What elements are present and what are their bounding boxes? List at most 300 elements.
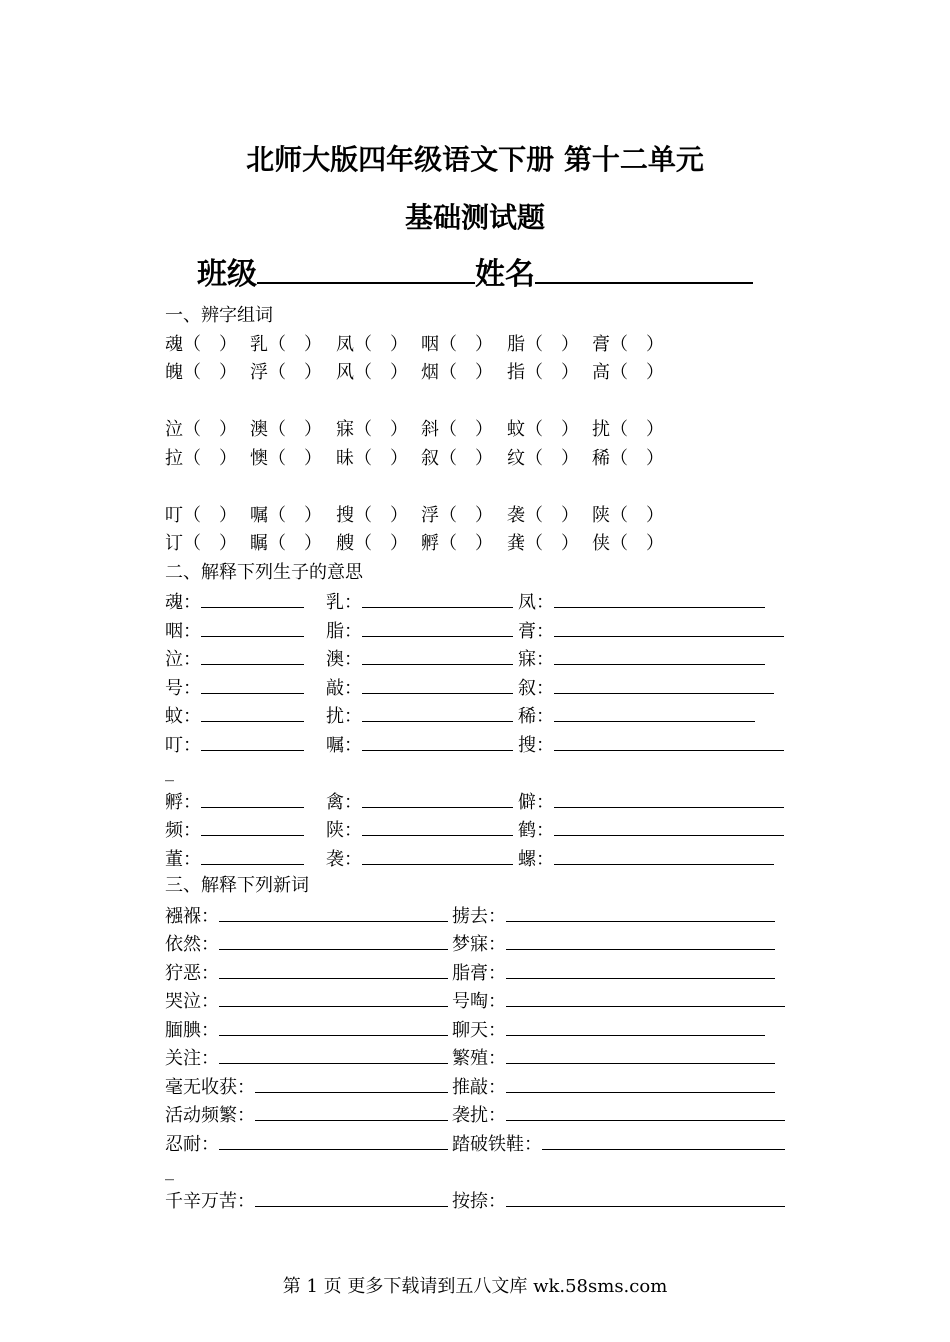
word-definition-row (165, 986, 790, 1015)
char: 指 (507, 362, 525, 383)
char-definition-row (165, 787, 790, 816)
answer-parentheses[interactable]: （ ） (525, 533, 579, 554)
char-pair (250, 502, 322, 531)
word-label: 聊天 (452, 1019, 488, 1041)
word-definition (452, 1072, 775, 1103)
char: 叙 (421, 447, 439, 469)
answer-blank[interactable] (201, 616, 304, 637)
char-pair (336, 502, 408, 531)
char: 昧 (336, 447, 354, 469)
answer-blank[interactable] (554, 673, 774, 694)
answer-parentheses[interactable]: （ ） (439, 533, 493, 554)
answer-blank[interactable] (219, 1129, 448, 1150)
char-label: 膏 (518, 620, 536, 642)
answer-blank[interactable] (201, 844, 304, 865)
answer-blank[interactable] (219, 958, 448, 979)
answer-blank[interactable] (201, 644, 304, 665)
word-definition-row (165, 1043, 790, 1072)
stray-underscore: _ (165, 761, 174, 782)
char: 袭 (507, 504, 525, 526)
char-definition-row (165, 644, 790, 673)
answer-parentheses[interactable]: （ ） (525, 362, 579, 383)
section2-heading: 二、解释下列生子的意思 (165, 561, 363, 583)
char-pair (507, 416, 579, 445)
char: 扰 (592, 419, 610, 440)
colon: ： (201, 905, 219, 927)
answer-parentheses[interactable]: （ ） (610, 447, 664, 469)
word-definition-row (165, 1100, 790, 1129)
colon: ： (201, 1133, 219, 1155)
char-definition (326, 616, 513, 647)
char-label: 魂 (165, 592, 183, 613)
char-definition (165, 644, 304, 675)
word-label: 关注 (165, 1048, 201, 1069)
answer-parentheses[interactable]: （ ） (610, 333, 664, 355)
word-label: 腼腆 (165, 1019, 201, 1041)
answer-blank[interactable] (554, 587, 765, 608)
answer-blank[interactable] (506, 1100, 785, 1121)
word-label: 号啕 (452, 991, 488, 1012)
char: 浮 (421, 504, 439, 526)
char-definition-row (165, 844, 790, 873)
char-label: 扰 (326, 706, 344, 727)
colon: ： (237, 1076, 255, 1098)
answer-blank[interactable] (554, 844, 774, 865)
worksheet-body (165, 302, 790, 1214)
char: 烟 (421, 362, 439, 383)
answer-blank[interactable] (362, 730, 513, 751)
colon: ： (183, 848, 201, 870)
char: 咽 (421, 333, 439, 355)
char: 艘 (336, 533, 354, 554)
answer-blank[interactable] (554, 787, 784, 808)
char: 嘱 (250, 504, 268, 526)
char-definition (165, 815, 304, 846)
char-definition (518, 616, 784, 647)
answer-parentheses[interactable]: （ ） (439, 362, 493, 383)
char: 泣 (165, 419, 183, 440)
section3-heading: 三、解释下列新词 (165, 875, 309, 896)
char-label: 袭 (326, 848, 344, 870)
word-definition (165, 1072, 448, 1103)
word-definition (452, 1015, 765, 1046)
answer-parentheses[interactable]: （ ） (439, 504, 493, 526)
word-label: 按捺 (452, 1190, 488, 1212)
char-pair-row (165, 530, 790, 559)
char: 斜 (421, 419, 439, 440)
colon: ： (201, 1019, 219, 1041)
char-definition (326, 844, 513, 875)
char: 陕 (592, 504, 610, 526)
char-pair-row (165, 502, 790, 531)
answer-blank[interactable] (362, 844, 513, 865)
answer-blank[interactable] (554, 815, 784, 836)
word-definition (165, 958, 448, 989)
char-label: 蚊 (165, 706, 183, 727)
char-definition-row (165, 730, 790, 759)
char-label: 叙 (518, 677, 536, 699)
spacer (165, 388, 790, 417)
colon: ： (488, 905, 506, 927)
colon: ： (524, 1133, 542, 1155)
char: 魂 (165, 333, 183, 355)
colon: ： (488, 1048, 506, 1069)
char: 乳 (250, 333, 268, 355)
char: 风 (336, 362, 354, 383)
answer-parentheses[interactable]: （ ） (610, 362, 664, 383)
answer-blank[interactable] (506, 1072, 775, 1093)
char-definition (326, 587, 513, 618)
char-definition (165, 730, 304, 761)
char-label: 敲 (326, 677, 344, 699)
char-label: 稀 (518, 706, 536, 727)
answer-blank[interactable] (255, 1072, 448, 1093)
answer-parentheses[interactable]: （ ） (354, 447, 408, 469)
char-label: 螺 (518, 848, 536, 870)
answer-blank[interactable] (201, 787, 304, 808)
char-label: 澳 (326, 649, 344, 670)
char-pair (592, 502, 664, 531)
colon: ： (536, 734, 554, 756)
colon: ： (344, 820, 362, 841)
char: 高 (592, 362, 610, 383)
answer-blank[interactable] (506, 901, 775, 922)
char-label: 董 (165, 848, 183, 870)
class-label: 班级 (197, 257, 257, 292)
answer-blank[interactable] (506, 1043, 775, 1064)
char-label: 凤 (518, 592, 536, 613)
word-definition-row (165, 958, 790, 987)
char-definition (518, 815, 784, 846)
answer-parentheses[interactable]: （ ） (610, 533, 664, 554)
answer-blank[interactable] (554, 730, 784, 751)
document-title: 北师大版四年级语文下册 第十二单元 (246, 143, 704, 176)
char-pair (507, 331, 579, 360)
answer-blank[interactable] (219, 1043, 448, 1064)
answer-parentheses[interactable]: （ ） (268, 447, 322, 469)
word-definition (452, 986, 785, 1017)
colon: ： (183, 820, 201, 841)
answer-parentheses[interactable]: （ ） (354, 533, 408, 554)
answer-blank[interactable] (362, 673, 513, 694)
colon: ： (344, 649, 362, 670)
answer-blank[interactable] (219, 1015, 448, 1036)
colon: ： (183, 706, 201, 727)
char-pair (250, 445, 322, 474)
char-pair (336, 331, 408, 360)
char-definition (165, 701, 304, 732)
answer-parentheses[interactable]: （ ） (354, 333, 408, 355)
colon: ： (536, 677, 554, 699)
answer-parentheses[interactable]: （ ） (439, 419, 493, 440)
answer-blank[interactable] (219, 986, 448, 1007)
answer-blank[interactable] (362, 587, 513, 608)
char-pair (421, 530, 493, 559)
word-label: 狞恶 (165, 962, 201, 984)
word-definition-row (165, 1186, 790, 1215)
name-blank[interactable] (535, 252, 753, 284)
answer-parentheses[interactable]: （ ） (268, 419, 322, 440)
section1-heading: 一、辨字组词 (165, 305, 273, 326)
answer-blank[interactable] (201, 587, 304, 608)
colon: ： (201, 934, 219, 955)
char-pair-row (165, 445, 790, 474)
colon: ： (344, 791, 362, 813)
colon: ： (183, 649, 201, 670)
colon: ： (201, 962, 219, 984)
word-label: 活动频繁 (165, 1105, 237, 1126)
answer-parentheses[interactable]: （ ） (354, 504, 408, 526)
colon: ： (536, 649, 554, 670)
answer-parentheses[interactable]: （ ） (610, 504, 664, 526)
word-label: 繁殖 (452, 1048, 488, 1069)
colon: ： (488, 1019, 506, 1041)
answer-parentheses[interactable]: （ ） (610, 419, 664, 440)
char-definition (518, 787, 784, 818)
char-pair (421, 359, 493, 388)
colon: ： (488, 934, 506, 955)
char-pair (507, 530, 579, 559)
word-definition (165, 929, 448, 960)
word-definition (452, 901, 775, 932)
answer-blank[interactable] (201, 730, 304, 751)
answer-parentheses[interactable]: （ ） (354, 362, 408, 383)
char: 搜 (336, 504, 354, 526)
char-pair (421, 502, 493, 531)
char: 孵 (421, 533, 439, 554)
answer-parentheses[interactable]: （ ） (183, 333, 237, 355)
char-pair (165, 445, 237, 474)
colon: ： (488, 962, 506, 984)
char: 蚊 (507, 419, 525, 440)
char: 膏 (592, 333, 610, 355)
answer-blank[interactable] (506, 958, 775, 979)
char-pair (250, 530, 322, 559)
word-definition-row (165, 1129, 790, 1158)
char-definition (165, 616, 304, 647)
answer-blank[interactable] (554, 616, 784, 637)
word-label: 千辛万苦 (165, 1190, 237, 1212)
char-pair (336, 530, 408, 559)
colon: ： (488, 1105, 506, 1126)
word-definition-row (165, 1072, 790, 1101)
char-definition (165, 844, 304, 875)
answer-blank[interactable] (255, 1186, 448, 1207)
word-label: 脂膏 (452, 962, 488, 984)
char-definition (326, 644, 513, 675)
char-label: 禽 (326, 791, 344, 813)
answer-blank[interactable] (506, 986, 785, 1007)
char-label: 鹤 (518, 820, 536, 841)
answer-blank[interactable] (362, 616, 513, 637)
char-definition-row (165, 673, 790, 702)
answer-blank[interactable] (219, 929, 448, 950)
char-pair-row (165, 359, 790, 388)
answer-blank[interactable] (362, 815, 513, 836)
char-pair (421, 416, 493, 445)
word-label: 掳去 (452, 905, 488, 927)
word-label: 哭泣 (165, 991, 201, 1012)
answer-parentheses[interactable]: （ ） (183, 504, 237, 526)
colon: ： (344, 848, 362, 870)
colon: ： (183, 677, 201, 699)
char-pair (421, 331, 493, 360)
answer-parentheses[interactable]: （ ） (268, 333, 322, 355)
answer-parentheses[interactable]: （ ） (183, 447, 237, 469)
char-pair (165, 359, 237, 388)
char: 浮 (250, 362, 268, 383)
char-label: 僻 (518, 791, 536, 813)
answer-parentheses[interactable]: （ ） (268, 533, 322, 554)
char-definition (518, 844, 774, 875)
colon: ： (536, 820, 554, 841)
char-pair (165, 416, 237, 445)
colon: ： (536, 791, 554, 813)
char-definition (165, 587, 304, 618)
char-pair (165, 331, 237, 360)
answer-parentheses[interactable]: （ ） (439, 333, 493, 355)
answer-blank[interactable] (554, 701, 755, 722)
class-name-line (197, 252, 753, 297)
colon: ： (536, 592, 554, 613)
name-label: 姓名 (475, 257, 535, 292)
char-definition (165, 787, 304, 818)
char-pair (592, 416, 664, 445)
answer-parentheses[interactable]: （ ） (268, 504, 322, 526)
answer-parentheses[interactable]: （ ） (183, 533, 237, 554)
answer-parentheses[interactable]: （ ） (354, 419, 408, 440)
char-definition-row (165, 815, 790, 844)
word-definition (165, 901, 448, 932)
char: 寐 (336, 419, 354, 440)
answer-blank[interactable] (542, 1129, 785, 1150)
char-pair (507, 502, 579, 531)
char: 稀 (592, 447, 610, 469)
answer-blank[interactable] (201, 673, 304, 694)
colon: ： (536, 848, 554, 870)
answer-blank[interactable] (362, 787, 513, 808)
answer-parentheses[interactable]: （ ） (268, 362, 322, 383)
char: 纹 (507, 447, 525, 469)
char-label: 号 (165, 677, 183, 699)
word-label: 忍耐 (165, 1133, 201, 1155)
char: 澳 (250, 419, 268, 440)
word-definition (452, 1100, 785, 1131)
char-label: 嘱 (326, 734, 344, 756)
char-definition (518, 673, 774, 704)
answer-blank[interactable] (201, 815, 304, 836)
char-label: 频 (165, 820, 183, 841)
colon: ： (536, 706, 554, 727)
colon: ： (344, 734, 362, 756)
char: 脂 (507, 333, 525, 355)
word-label: 梦寐 (452, 934, 488, 955)
colon: ： (183, 791, 201, 813)
char-pair (421, 445, 493, 474)
colon: ： (344, 706, 362, 727)
char-pair (507, 445, 579, 474)
word-definition (452, 958, 775, 989)
colon: ： (183, 592, 201, 613)
char-definition-row (165, 587, 790, 616)
char-definition (518, 644, 765, 675)
char-definition-row (165, 616, 790, 645)
page-footer: 第 1 页 更多下载请到五八文库 wk.58sms.com (282, 1276, 668, 1297)
char-definition (326, 701, 513, 732)
word-definition (452, 1186, 785, 1217)
char-pair (592, 359, 664, 388)
answer-parentheses[interactable]: （ ） (525, 447, 579, 469)
word-label: 襁褓 (165, 905, 201, 927)
char-definition (326, 673, 513, 704)
colon: ： (237, 1190, 255, 1212)
word-definition (452, 929, 775, 960)
answer-parentheses[interactable]: （ ） (183, 419, 237, 440)
answer-blank[interactable] (201, 701, 304, 722)
char-definition (518, 701, 755, 732)
answer-blank[interactable] (506, 1186, 785, 1207)
colon: ： (536, 620, 554, 642)
answer-blank[interactable] (362, 644, 513, 665)
char-definition (326, 787, 513, 818)
answer-blank[interactable] (506, 929, 775, 950)
answer-blank[interactable] (554, 644, 765, 665)
colon: ： (488, 1076, 506, 1098)
colon: ： (344, 677, 362, 699)
word-definition (165, 986, 448, 1017)
word-definition (165, 1043, 448, 1074)
char: 魄 (165, 362, 183, 383)
class-blank[interactable] (257, 252, 475, 284)
char-label: 搜 (518, 734, 536, 756)
answer-parentheses[interactable]: （ ） (525, 419, 579, 440)
answer-blank[interactable] (362, 701, 513, 722)
answer-parentheses[interactable]: （ ） (183, 362, 237, 383)
char-definition (518, 587, 765, 618)
char: 侠 (592, 533, 610, 554)
char-label: 脂 (326, 620, 344, 642)
answer-parentheses[interactable]: （ ） (525, 504, 579, 526)
word-definition (165, 1129, 448, 1160)
answer-blank[interactable] (219, 901, 448, 922)
char-pair (592, 331, 664, 360)
char-label: 叮 (165, 734, 183, 756)
char-label: 陕 (326, 820, 344, 841)
word-definition (165, 1015, 448, 1046)
colon: ： (237, 1105, 255, 1126)
char-pair (592, 445, 664, 474)
stray-underscore: _ (165, 1160, 174, 1181)
char-pair (336, 445, 408, 474)
answer-parentheses[interactable]: （ ） (525, 333, 579, 355)
document-subtitle: 基础测试题 (404, 201, 545, 234)
colon: ： (183, 734, 201, 756)
char-definition (518, 730, 784, 761)
colon: ： (488, 991, 506, 1012)
char-pair (592, 530, 664, 559)
answer-blank[interactable] (255, 1100, 448, 1121)
answer-blank[interactable] (506, 1015, 765, 1036)
char-pair (165, 502, 237, 531)
char-label: 乳 (326, 592, 344, 613)
char-definition-row (165, 701, 790, 730)
answer-parentheses[interactable]: （ ） (439, 447, 493, 469)
char-pair-row (165, 416, 790, 445)
word-label: 依然 (165, 934, 201, 955)
char: 凤 (336, 333, 354, 355)
char-pair (250, 331, 322, 360)
colon: ： (201, 1048, 219, 1069)
